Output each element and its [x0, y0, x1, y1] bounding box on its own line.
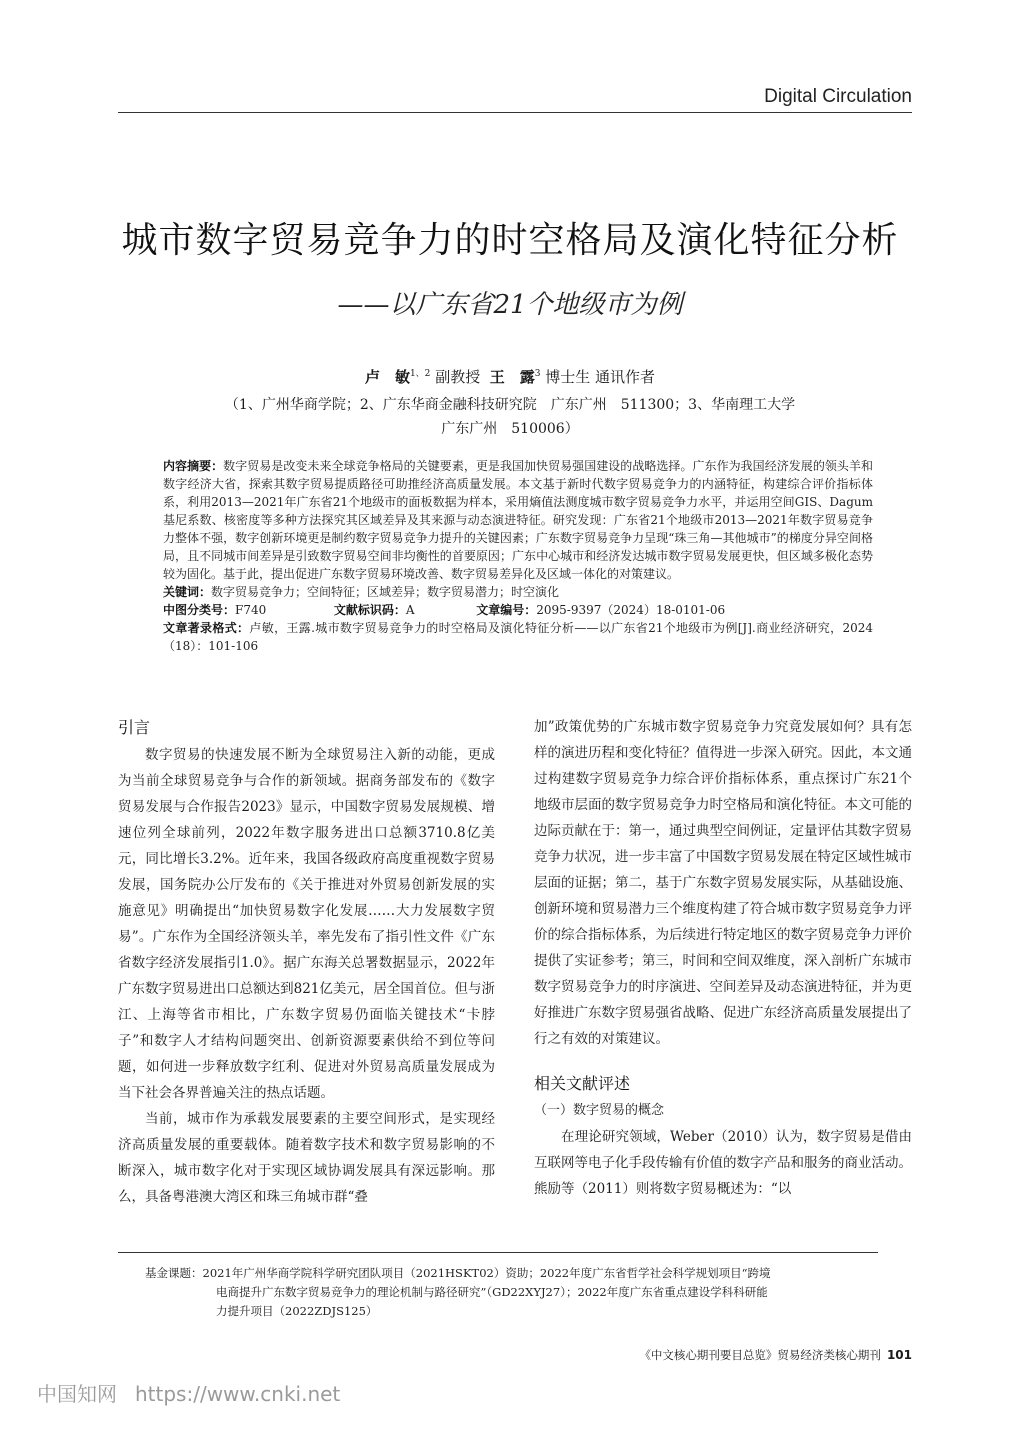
- paragraph: 在理论研究领域，Weber（2010）认为，数字贸易是借由互联网等电子化手段传输有价值的数字产品和服务的商业活动。熊励等（2011）则将数字贸易概述为：“以: [534, 1129, 912, 1197]
- author-2-affil: 3: [534, 369, 541, 379]
- clc-label: 中图分类号：: [163, 603, 236, 617]
- article-no-value: 2095-9397（2024）18-0101-06: [536, 603, 726, 617]
- abstract-label: 内容摘要：: [163, 459, 224, 473]
- affiliation-line-1: （1、广州华商学院；2、广东华商金融科技研究院 广东广州 511300；3、华南理工大学: [224, 397, 796, 413]
- author-line: [60, 366, 960, 387]
- keywords: [163, 583, 873, 601]
- author-1-affil: 1、2: [409, 369, 431, 379]
- intro-heading: 引言: [118, 718, 151, 737]
- affiliations: [60, 393, 960, 441]
- keywords-label: 关键词：: [163, 585, 212, 599]
- author-2-role: 博士生 通讯作者: [545, 368, 656, 386]
- funding-text-1: 2021年广州华商学院科学研究团队项目（2021HSKT02）资助；2022年度广东省哲学社会科学规划项目“跨境: [202, 1266, 771, 1280]
- keywords-text: 数字贸易竞争力；空间特征；区域差异；数字贸易潜力；时空演化: [211, 585, 560, 599]
- affiliation-line-2: 广东广州 510006）: [441, 421, 579, 437]
- abstract-text: 数字贸易是改变未来全球竞争格局的关键要素，更是我国加快贸易强国建设的战略选择。广东作为我国经济发展的领头羊和数字经济大省，探索其数字贸易提质路径可助推经济高质量发展。本文基于新时代数字贸易竞争力的内涵特征，构建综合评价指标体系，利用2013—2021年广东省21个地级市的面板数据为样本，采用熵值法测度城市数字贸易竞争力水平，并运用空间GIS、Dagum基尼系数、核密度等多种方法探究其区域差异及其来源与动态演进特征。研究发现：广东省21个地级市2013—2021年数字贸易竞争力整体不强，数字创新环境更是制约数字贸易竞争力提升的关键因素；广东数字贸易竞争力呈现“珠三角—其他城市”的梯度分异空间格局，且不同城市间差异是引致数字贸易空间非均衡性的首要原因；广东中心城市和经济发达城市数字贸易发展更快，但区域多极化态势较为固化。基于此，提出促进广东数字贸易环境改善、数字贸易差异化及区域一体化的对策建议。: [163, 459, 873, 581]
- funding-line-3: 力提升项目（2022ZDJS125）: [216, 1304, 378, 1318]
- watermark-brand: 中国知网: [37, 1382, 117, 1406]
- citation-text: 卢敏，王露.城市数字贸易竞争力的时空格局及演化特征分析——以广东省21个地级市为例[J].商业经济研究，2024（18）：101-106: [163, 621, 873, 653]
- paragraph: 当前，城市作为承载发展要素的主要空间形式，是实现经济高质量发展的重要载体。随着数字技术和数字贸易影响的不断深入，城市数字化对于实现区域协调发展具有深远影响。那么，具备粤港澳大湾区和珠三角城市群“叠: [118, 1111, 495, 1205]
- abstract-block: [163, 457, 873, 655]
- citation-label: 文章著录格式：: [163, 621, 250, 635]
- author-1-name: 卢 敏: [364, 368, 410, 386]
- citation: [163, 619, 873, 655]
- funding-line-2: 电商提升广东数字贸易竞争力的理论机制与路径研究”（GD22XYJ27）；2022年度广东省重点建设学科科研能: [216, 1285, 768, 1299]
- paragraph: 数字贸易的快速发展不断为全球贸易注入新的动能，更成为当前全球贸易竞争与合作的新领域。据商务部发布的《数字贸易发展与合作报告2023》显示，中国数字贸易发展规模、增速位列全球前列，2022年数字服务进出口总额3710.8亿美元，同比增长3.2%。近年来，我国各级政府高度重视数字贸易发展，国务院办公厅发布的《关于推进对外贸易创新发展的实施意见》明确提出“加快贸易数字化发展……大力发展数字贸易”。广东作为全国经济领头羊，率先发布了指引性文件《广东省数字经济发展指引1.0》。据广东海关总署数据显示，2022年广东数字贸易进出口总额达到821亿美元，居全国首位。但与浙江、上海等省市相比，广东数字贸易仍面临关键技术“卡脖子”和数字人才结构问题突出、创新资源要素供给不到位等问题，如何进一步释放数字红利、促进对外贸易高质量发展成为当下社会各界普遍关注的热点话题。: [118, 747, 495, 1101]
- abstract: [163, 457, 873, 583]
- doc-code-label: 文献标识码：: [333, 603, 406, 617]
- literature-heading: 相关文献评述: [534, 1074, 631, 1093]
- clc-value: F740: [235, 603, 267, 617]
- right-column: [534, 714, 912, 1202]
- classification-line: [163, 601, 873, 619]
- page-number: 101: [886, 1348, 912, 1362]
- funding-line-1: [145, 1264, 880, 1283]
- literature-subheading: （一）数字贸易的概念: [534, 1103, 665, 1118]
- article-title: 城市数字贸易竞争力的时空格局及演化特征分析: [121, 220, 899, 261]
- journal-note: 《中文核心期刊要目总览》贸易经济类核心期刊: [639, 1348, 881, 1362]
- cnki-watermark: [37, 1378, 340, 1407]
- paragraph: 加”政策优势的广东城市数字贸易竞争力究竟发展如何？具有怎样的演进历程和变化特征？值得进一步深入研究。因此，本文通过构建数字贸易竞争力综合评价指标体系，重点探讨广东21个地级市层面的数字贸易竞争力时空格局和演化特征。本文可能的边际贡献在于：第一，通过典型空间例证，定量评估其数字贸易竞争力状况，进一步丰富了中国数字贸易发展在特定区域性城市层面的证据；第二，基于广东数字贸易发展实际，从基础设施、创新环境和贸易潜力三个维度构建了符合城市数字贸易竞争力评价的综合指标体系，为后续进行特定地区的数字贸易竞争力评价提供了实证参考；第三，时间和空间双维度，深入剖析广东城市数字贸易竞争力的时序演进、空间差异及动态演进特征，并为更好推进广东数字贸易强省战略、促进广东经济高质量发展提出了行之有效的对策建议。: [534, 719, 912, 1047]
- footnote-rule: [118, 1252, 878, 1253]
- author-2-name: 王 露: [489, 368, 535, 386]
- watermark-url: https://www.cnki.net: [135, 1382, 341, 1406]
- doc-code-value: A: [405, 603, 415, 617]
- funding-note: [145, 1264, 880, 1321]
- page-footer: [560, 1347, 912, 1363]
- left-column: [118, 714, 495, 1210]
- author-1-role: 副教授: [435, 368, 481, 386]
- article-subtitle: ——以广东省21个地级市为例: [337, 290, 683, 320]
- article-no-label: 文章编号：: [476, 603, 537, 617]
- header-rule: [118, 112, 912, 113]
- funding-label: 基金课题：: [145, 1266, 203, 1280]
- section-header: Digital Circulation: [764, 86, 912, 107]
